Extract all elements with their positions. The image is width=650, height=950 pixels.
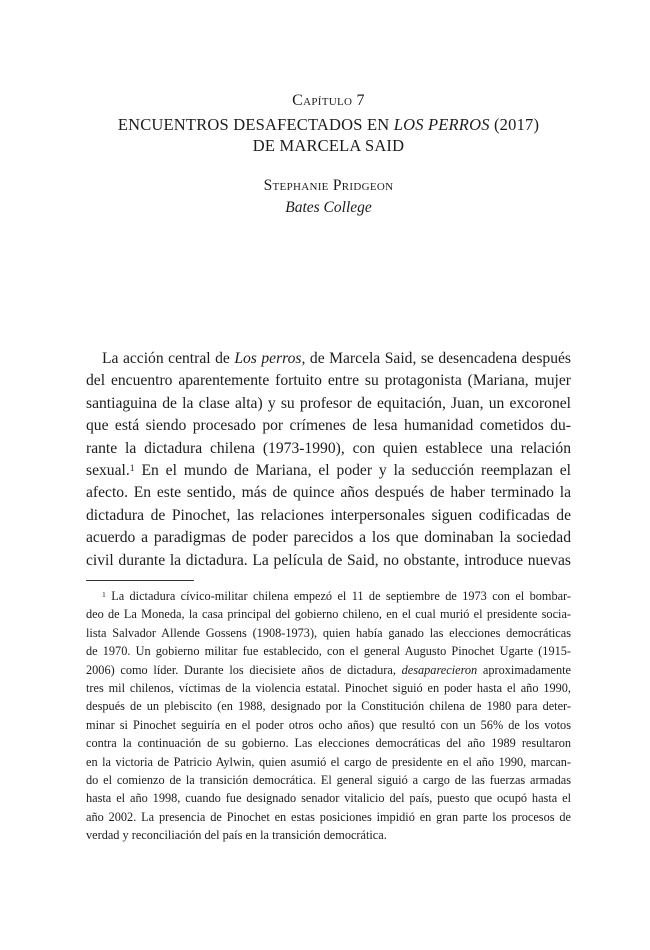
body-line: santiaguina de la clase alta) y su profesor de equitación, Juan, un excoronel	[86, 394, 571, 412]
text-run: de Marcela Said, se desencadena después	[305, 350, 572, 367]
body-line	[86, 348, 571, 370]
body-line: dictadura de Pinochet, las relaciones interpersonales siguen codificadas de	[86, 506, 571, 524]
text-run: aproximadamente	[477, 662, 571, 677]
chapter-title	[86, 114, 571, 156]
title-film-name: LOS PERROS	[393, 115, 490, 134]
footnote-line: después de un plebiscito (en 1988, designado por la Constitución chilena de 1980 para deter-	[86, 699, 571, 714]
text-run: 2006) como líder. Durante los diecisiete años de dictadura,	[86, 662, 402, 677]
text-run: sexual.	[86, 461, 130, 479]
footnote-line: en la victoria de Patricio Aylwin, quien asumió el cargo de presidente en el año 1990, marcan-	[86, 754, 571, 769]
emphasis-term: desaparecieron	[401, 662, 478, 677]
footnote	[86, 587, 571, 844]
footnote-line: tres mil chilenos, víctimas de la violencia estatal. Pinochet siguió en poder hasta el año 1990,	[86, 680, 571, 695]
footnote-reference[interactable]: 1	[129, 462, 135, 474]
body-line: que está siendo procesado por crímenes de lesa humanidad cometidos du-	[86, 417, 571, 435]
text-run: La dictadura cívico-militar chilena empezó el 11 de septiembre de 1973 con el bombar-	[105, 589, 571, 603]
body-line: civil durante la dictadura. La película de Said, no obstante, introduce nuevas	[86, 551, 571, 569]
chapter-title-line-2: DE MARCELA SAID	[252, 136, 405, 155]
footnote-line: hasta el año 1998, cuando fue designado senador vitalicio del país, puesto que ocupó hasta el	[86, 791, 571, 806]
footnote-line: año 2002. La presencia de Pinochet en estas posiciones impidió en gran parte los procesos de	[86, 809, 571, 824]
footnote-marker: 1	[102, 589, 106, 599]
footnote-line: lista Salvador Allende Gossens (1908-1973), quien había ganado las elecciones democráticas	[86, 625, 571, 640]
text-run: La acción central de	[102, 350, 235, 367]
footnote-line: minar si Pinochet seguiría en el poder otros ocho años) que resultó con un 56% de los votos	[86, 717, 571, 732]
author-name: Stephanie Pridgeon	[263, 177, 394, 194]
body-line: rante la dictadura chilena (1973-1990), con quien establece una relación	[86, 439, 571, 457]
title-year: (2017)	[489, 115, 540, 134]
chapter-label: Capítulo 7	[292, 92, 365, 109]
footnote-line	[86, 587, 571, 605]
author-affiliation: Bates College	[285, 199, 372, 216]
film-title: Los perros,	[234, 350, 306, 367]
chapter-title-line-1	[86, 114, 571, 135]
footnote-line: deo de La Moneda, la casa principal del gobierno chileno, en el cual murió el presidente socia-	[86, 607, 571, 622]
book-page	[86, 0, 571, 950]
footnote-divider	[86, 580, 194, 581]
body-paragraph	[86, 348, 571, 572]
body-line: afecto. En este sentido, más de quince años después de haber terminado la	[86, 484, 571, 502]
title-text: ENCUENTROS DESAFECTADOS EN	[117, 115, 394, 134]
footnote-line: do el comienzo de la transición democrática. El general siguió a cargo de las fuerzas armadas	[86, 772, 571, 787]
footnote-line: verdad y reconciliación del país en la transición democrática.	[86, 828, 387, 843]
footnote-line	[86, 661, 571, 679]
text-run: En el mundo de Mariana, el poder y la seducción reemplazan el	[134, 461, 571, 479]
footnote-line: contra la continuación de su gobierno. Las elecciones democráticas del año 1989 resultaron	[86, 736, 571, 751]
footnote-line: de 1970. Un gobierno militar fue establecido, con el general Augusto Pinochet Ugarte (1915-	[86, 644, 571, 659]
body-line	[86, 460, 571, 482]
body-line: acuerdo a paradigmas de poder parecidos a los que dominaban la sociedad	[86, 529, 571, 547]
body-line: del encuentro aparentemente fortuito entre su protagonista (Mariana, mujer	[86, 372, 571, 390]
